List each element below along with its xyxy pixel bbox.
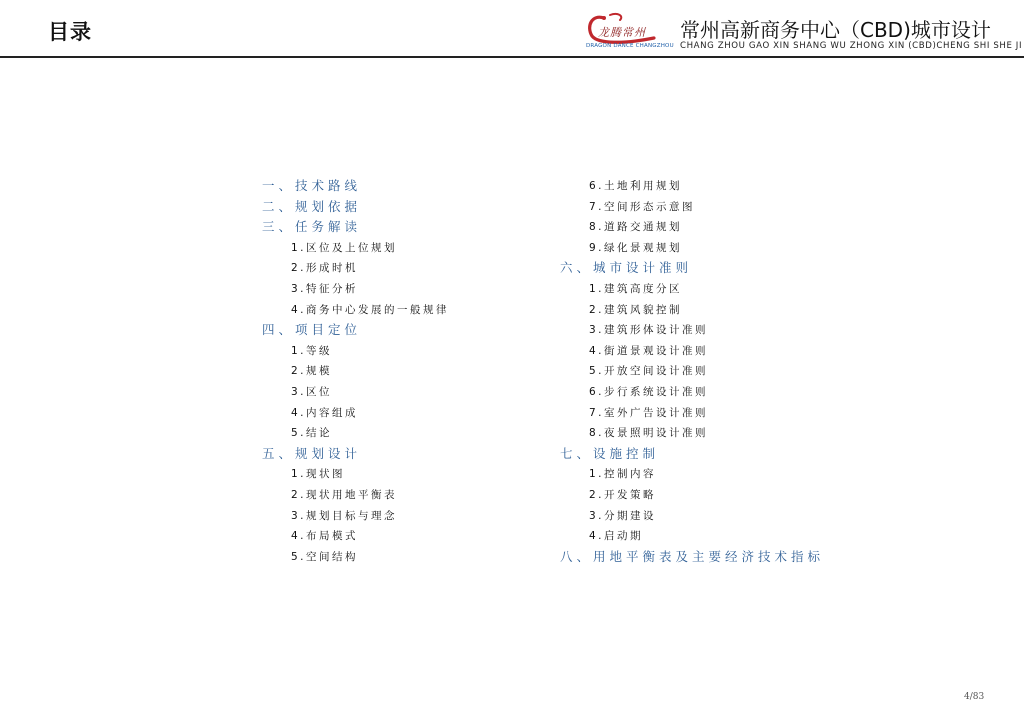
toc-subsection-item: 4.布局模式	[291, 530, 359, 543]
toc-subsection-item: 3.区位	[291, 385, 333, 398]
toc-section-heading: 二、规划依据	[262, 198, 362, 214]
page-number: 4/83	[964, 692, 985, 702]
toc-subsection-item: 4.启动期	[589, 530, 644, 543]
toc-subsection-item: 2.现状用地平衡表	[291, 488, 398, 501]
toc-subsection-item: 5.结论	[291, 427, 333, 440]
toc-subsection-item: 3.建筑形体设计准则	[589, 324, 709, 337]
toc-subsection-item: 7.空间形态示意图	[589, 200, 696, 213]
toc-section-heading: 五、规划设计	[262, 445, 362, 461]
toc-subsection-item: 4.街道景观设计准则	[589, 344, 709, 357]
toc-right-column	[560, 176, 824, 567]
page-title: 目录	[48, 20, 92, 44]
toc-subsection-item: 5.开放空间设计准则	[589, 365, 709, 378]
toc-subsection-item: 2.形成时机	[291, 262, 359, 275]
toc-section-heading: 八、用地平衡表及主要经济技术指标	[560, 548, 825, 564]
toc-subsection-item: 1.建筑高度分区	[589, 282, 683, 295]
page-header	[0, 0, 1024, 58]
toc-subsection-item: 2.规模	[291, 365, 333, 378]
toc-subsection-item: 5.空间结构	[291, 550, 359, 563]
dragon-dance-logo	[584, 10, 676, 52]
toc-subsection-item: 9.绿化景观规划	[589, 241, 683, 254]
toc-subsection-item: 4.商务中心发展的一般规律	[291, 303, 450, 316]
toc-subsection-item: 7.室外广告设计准则	[589, 406, 709, 419]
project-pinyin: CHANG ZHOU GAO XIN SHANG WU ZHONG XIN (CBD)CHENG SHI SHE JI	[680, 41, 1023, 51]
toc-subsection-item: 1.现状图	[291, 468, 346, 481]
toc-section-heading: 三、任务解读	[262, 219, 362, 235]
toc-subsection-item: 1.控制内容	[589, 468, 657, 481]
project-title: 常州高新商务中心（CBD)城市设计	[680, 18, 991, 42]
header-divider	[0, 56, 1024, 58]
logo-english-text: DRAGON DANCE CHANGZHOU	[586, 43, 674, 49]
toc-left-column	[262, 176, 449, 567]
toc-section-heading: 六、城市设计准则	[560, 260, 693, 276]
toc-subsection-item: 2.开发策略	[589, 488, 657, 501]
toc-subsection-item: 3.分期建设	[589, 509, 657, 522]
toc-subsection-item: 1.区位及上位规划	[291, 241, 398, 254]
toc-section-heading: 四、项目定位	[262, 322, 362, 338]
toc-subsection-item: 8.道路交通规划	[589, 221, 683, 234]
toc-subsection-item: 8.夜景照明设计准则	[589, 427, 709, 440]
toc-subsection-item: 3.特征分析	[291, 282, 359, 295]
toc-subsection-item: 6.步行系统设计准则	[589, 385, 709, 398]
toc-subsection-item: 3.规划目标与理念	[291, 509, 398, 522]
toc-subsection-item: 4.内容组成	[291, 406, 359, 419]
logo-script-text: 龙腾常州	[598, 26, 646, 39]
toc-subsection-item: 1.等级	[291, 344, 333, 357]
toc-section-heading: 一、技术路线	[262, 178, 362, 193]
toc-subsection-item: 6.土地利用规划	[589, 180, 683, 192]
toc-section-heading: 七、设施控制	[560, 445, 660, 461]
toc-subsection-item: 2.建筑风貌控制	[589, 303, 683, 316]
